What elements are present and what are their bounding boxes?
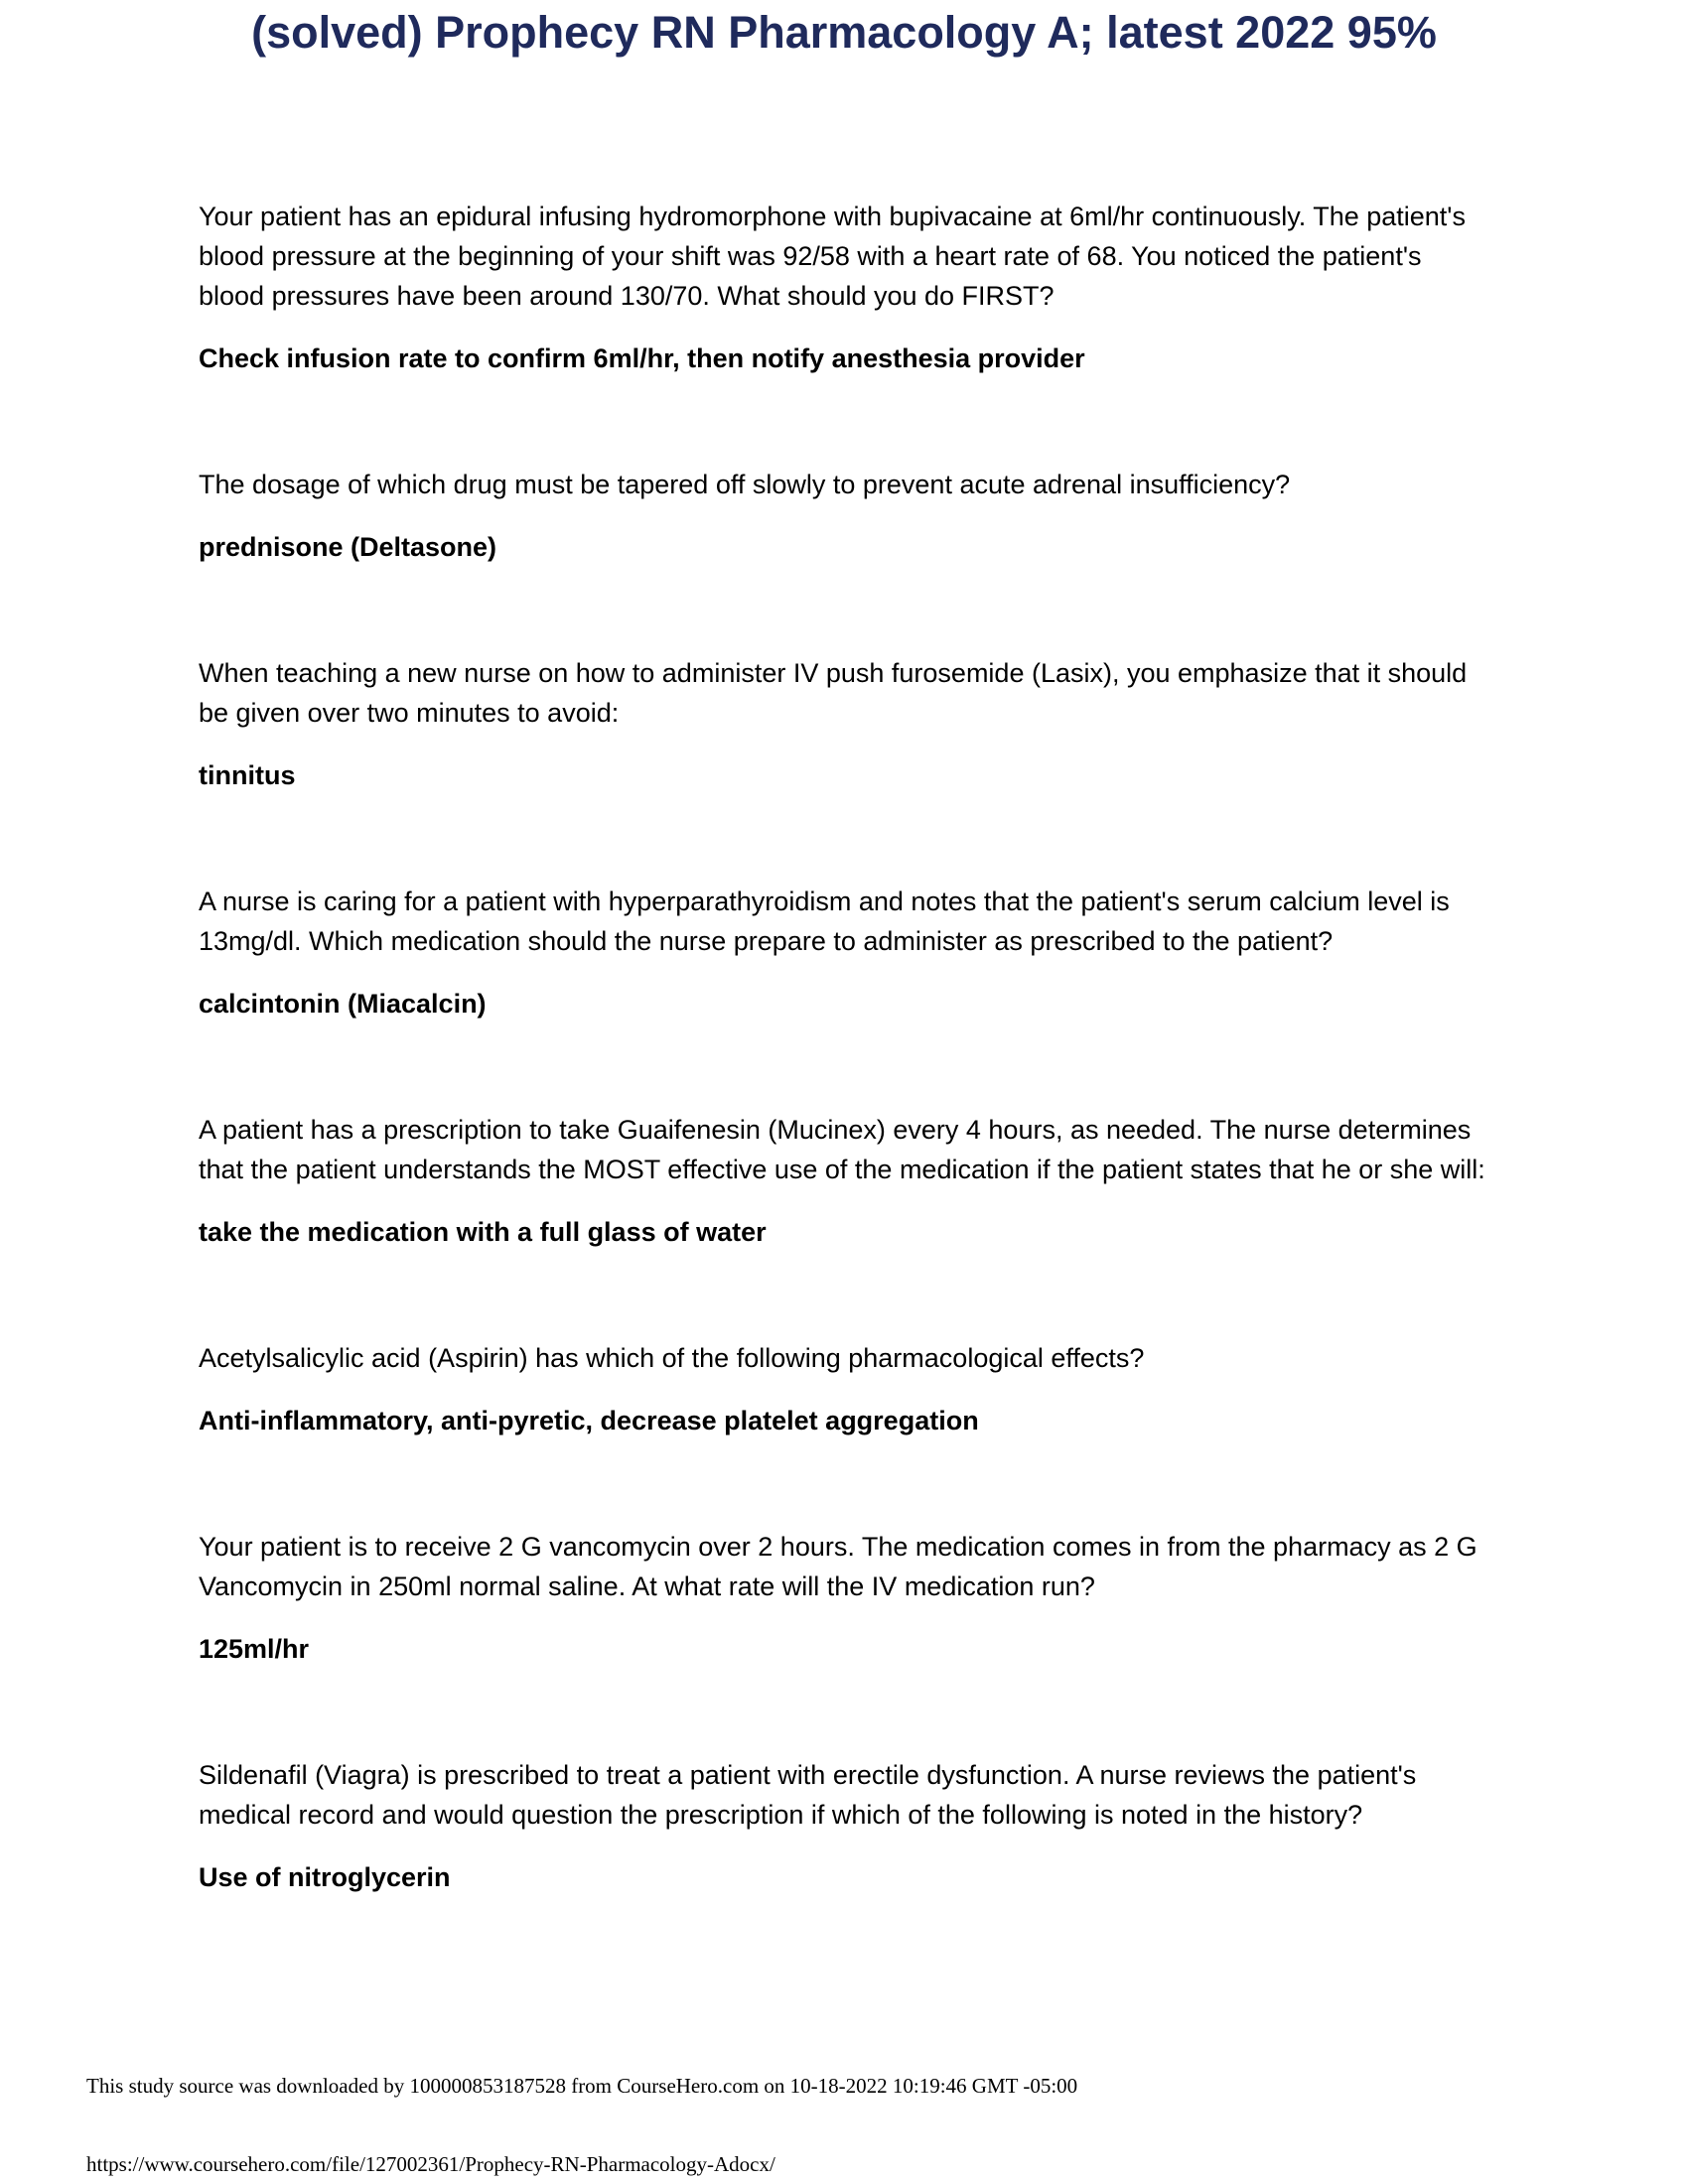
qa-item-7 bbox=[199, 1527, 1489, 1669]
source-url[interactable]: https://www.coursehero.com/file/127002361/Prophecy-RN-Pharmacology-Adocx/ bbox=[86, 2152, 775, 2176]
question-text: A patient has a prescription to take Guaifenesin (Mucinex) every 4 hours, as needed. The nurse determines that the patient understands the MOST effective use of the medication if the patient states that he or she will: bbox=[199, 1115, 1485, 1184]
question-text: Sildenafil (Viagra) is prescribed to treat a patient with erectile dysfunction. A nurse reviews the patient's medical record and would question the prescription if which of the following is noted in the history? bbox=[199, 1760, 1417, 1830]
answer-text: take the medication with a full glass of water bbox=[199, 1217, 767, 1247]
qa-item-2 bbox=[199, 465, 1489, 567]
answer-text: Check infusion rate to confirm 6ml/hr, then notify anesthesia provider bbox=[199, 343, 1085, 373]
qa-item-3 bbox=[199, 653, 1489, 795]
answer-text: tinnitus bbox=[199, 760, 296, 790]
question-text: A nurse is caring for a patient with hyperparathyroidism and notes that the patient's serum calcium level is 13mg/dl. Which medication should the nurse prepare to administer as prescribed to the patient? bbox=[199, 887, 1450, 956]
answer-text: 125ml/hr bbox=[199, 1634, 310, 1664]
answer-text: Anti-inflammatory, anti-pyretic, decrease platelet aggregation bbox=[199, 1406, 979, 1435]
question-text: When teaching a new nurse on how to administer IV push furosemide (Lasix), you emphasize that it should be given over two minutes to avoid: bbox=[199, 658, 1468, 728]
question-text: Your patient is to receive 2 G vancomycin over 2 hours. The medication comes in from the pharmacy as 2 G Vancomycin in 250ml normal saline. At what rate will the IV medication run? bbox=[199, 1532, 1477, 1601]
qa-item-5 bbox=[199, 1110, 1489, 1252]
qa-item-4 bbox=[199, 882, 1489, 1024]
qa-item-6 bbox=[199, 1338, 1489, 1440]
answer-text: calcintonin (Miacalcin) bbox=[199, 989, 487, 1019]
answer-text: prednisone (Deltasone) bbox=[199, 532, 497, 562]
download-note: This study source was downloaded by 100000853187528 from CourseHero.com on 10-18-2022 10:19:46 GMT -05:00 bbox=[86, 2074, 1078, 2098]
qa-item-8 bbox=[199, 1755, 1489, 1897]
answer-text: Use of nitroglycerin bbox=[199, 1862, 451, 1892]
page-title: (solved) Prophecy RN Pharmacology A; latest 2022 95% bbox=[251, 7, 1437, 58]
question-text: Acetylsalicylic acid (Aspirin) has which of the following pharmacological effects? bbox=[199, 1343, 1145, 1373]
qa-item-1 bbox=[199, 197, 1489, 378]
question-text: The dosage of which drug must be tapered off slowly to prevent acute adrenal insufficiency? bbox=[199, 470, 1291, 499]
question-text: Your patient has an epidural infusing hydromorphone with bupivacaine at 6ml/hr continuously. The patient's blood pressure at the beginning of your shift was 92/58 with a heart rate of 68. You noticed the patient's blood pressures have been around 130/70. What should you do FIRST? bbox=[199, 202, 1466, 311]
qa-list bbox=[199, 197, 1489, 1897]
